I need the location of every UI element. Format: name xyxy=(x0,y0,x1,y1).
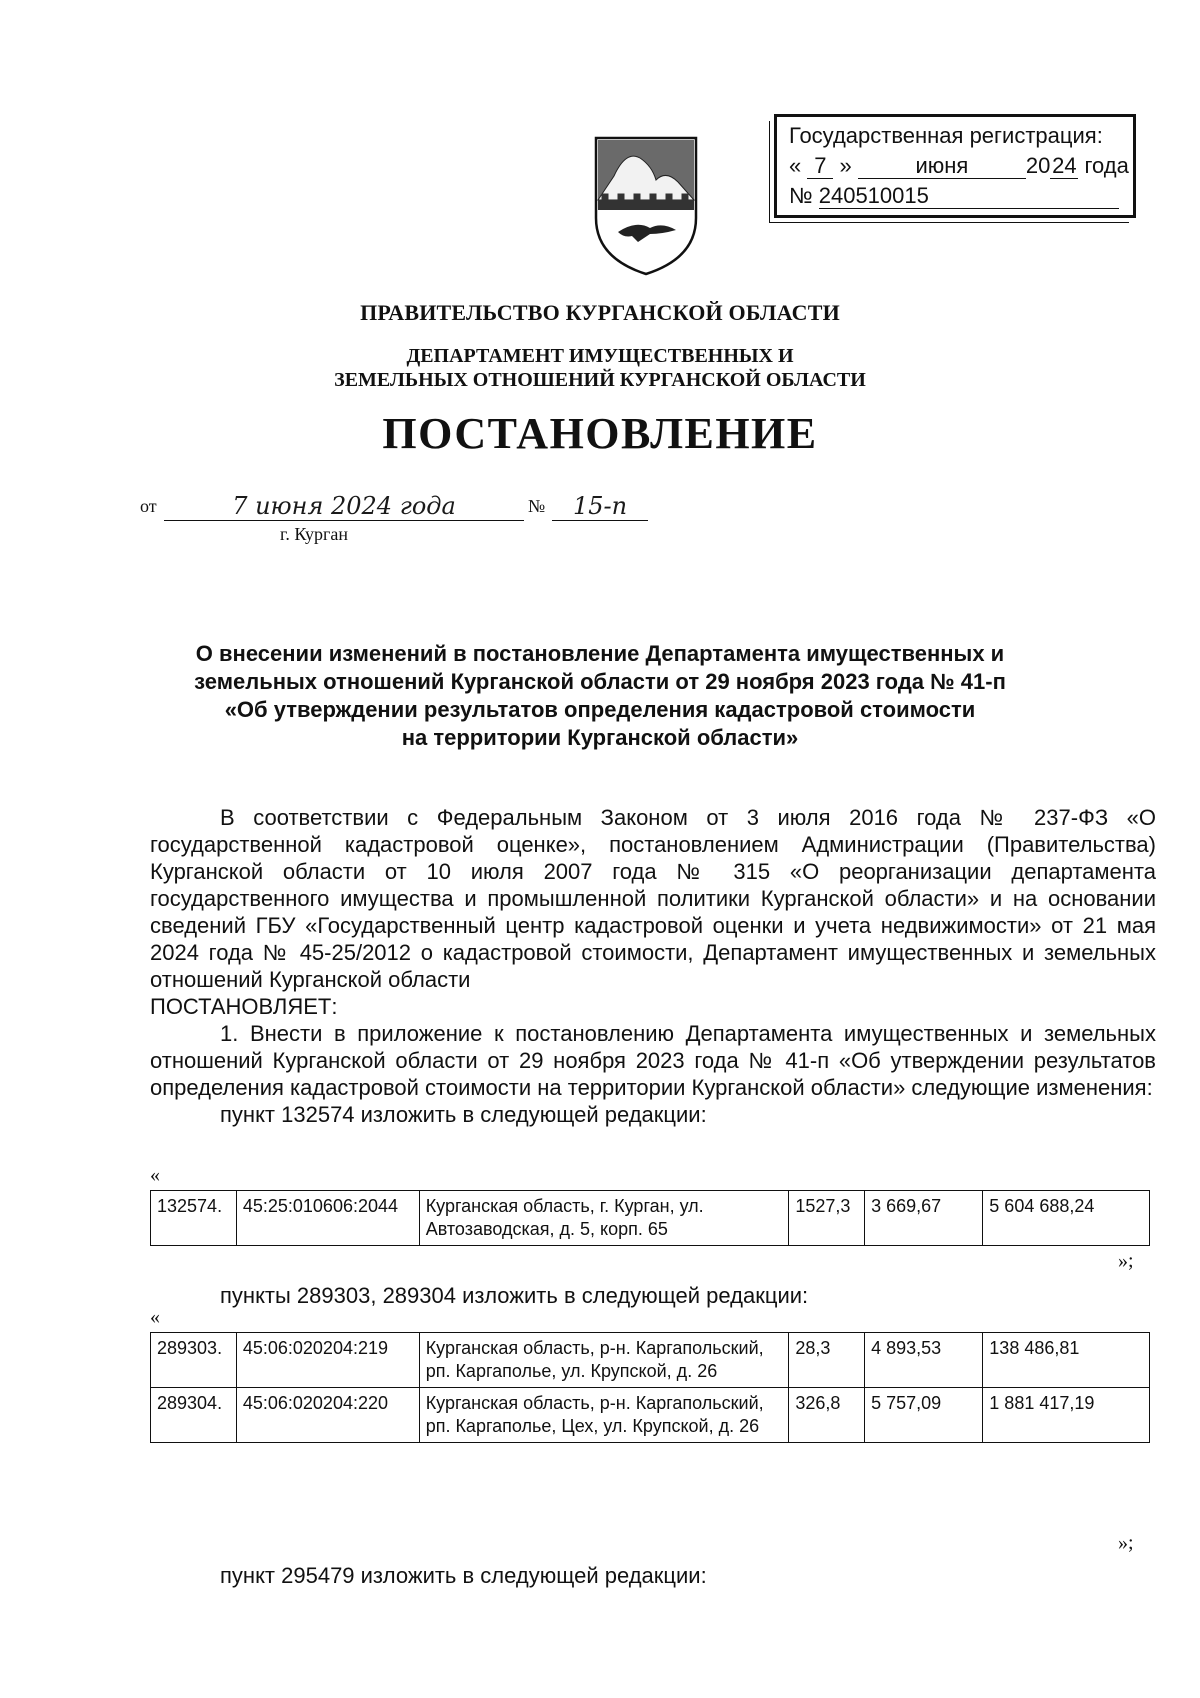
cell-value: 1 881 417,19 xyxy=(983,1388,1150,1443)
decree-date-field xyxy=(164,492,524,521)
table-row xyxy=(151,1388,1150,1443)
cell-cadastral: 45:06:020204:220 xyxy=(236,1388,419,1443)
cell-cadastral: 45:25:010606:2044 xyxy=(236,1191,419,1246)
registration-month: июня xyxy=(858,154,1026,179)
cell-area: 326,8 xyxy=(789,1388,865,1443)
cell-num: 132574. xyxy=(151,1191,237,1246)
preamble-paragraph: В соответствии с Федеральным Законом от 3 июля 2016 года № 237-ФЗ «О государственной кадастровой оценке», постановлением Администрации (Правительства) Курганской области от 10 июля 2007 года № 315 «О реорганизации департамента государственного имущества и промышленной политики Курганской области» и на основании сведений ГБУ «Государственный центр кадастровой оценки и учета недвижимости» от 21 мая 2024 года № 45-25/2012 о кадастровой стоимости, Департамент имущественных и земельных отношений Курганской области xyxy=(150,805,1156,992)
registration-stamp xyxy=(774,114,1136,218)
point-3-intro: пункт 295479 изложить в следующей редакции: xyxy=(220,1563,707,1588)
table-point-132574 xyxy=(150,1190,1150,1246)
table-points-289303-289304 xyxy=(150,1332,1150,1443)
decree-number-label: № xyxy=(528,496,546,516)
cell-area: 28,3 xyxy=(789,1333,865,1388)
point-1-intro: пункт 132574 изложить в следующей редакции: xyxy=(220,1102,707,1127)
cell-cadastral: 45:06:020204:219 xyxy=(236,1333,419,1388)
quote-close-1: »; xyxy=(1118,1250,1134,1272)
registration-date: « 7 » июня 2024 года xyxy=(789,153,1129,178)
document-type-title: ПОСТАНОВЛЕНИЕ xyxy=(382,409,818,458)
department-title-line2: ЗЕМЕЛЬНЫХ ОТНОШЕНИЙ КУРГАНСКОЙ ОБЛАСТИ xyxy=(334,369,866,391)
table-row xyxy=(151,1333,1150,1388)
cell-value: 138 486,81 xyxy=(983,1333,1150,1388)
table-row xyxy=(151,1191,1150,1246)
subject-line-1: О внесении изменений в постановление Департамента имущественных и xyxy=(195,641,1005,666)
subject-line-2: земельных отношений Курганской области от 29 ноября 2023 года № 41-п xyxy=(194,669,1006,694)
decree-word: ПОСТАНОВЛЯЕТ: xyxy=(150,994,338,1019)
cell-address: Курганская область, г. Курган, ул. Автозаводская, д. 5, корп. 65 xyxy=(419,1191,789,1246)
government-title: ПРАВИТЕЛЬСТВО КУРГАНСКОЙ ОБЛАСТИ xyxy=(360,300,840,325)
cell-num: 289304. xyxy=(151,1388,237,1443)
registration-year-prefix: 20 xyxy=(1025,153,1051,178)
quote-open-2: « xyxy=(150,1306,160,1328)
body-text xyxy=(150,804,1156,1128)
cell-specific: 5 757,09 xyxy=(865,1388,983,1443)
registration-title: Государственная регистрация: xyxy=(789,123,1103,148)
decree-number: 15-п xyxy=(572,492,628,520)
decree-number-field xyxy=(552,492,648,521)
cell-address: Курганская область, р-н. Каргапольский, рп. Каргаполье, ул. Крупской, д. 26 xyxy=(419,1333,789,1388)
body-point-3 xyxy=(150,1562,1156,1589)
department-title-line1: ДЕПАРТАМЕНТ ИМУЩЕСТВЕННЫХ И xyxy=(406,345,794,367)
coat-of-arms-emblem xyxy=(592,136,700,276)
quote-open-1: « xyxy=(150,1164,160,1186)
body-point-2 xyxy=(150,1282,1156,1309)
from-label: от xyxy=(140,496,157,516)
quote-close-2: »; xyxy=(1118,1532,1134,1554)
registration-number: 240510015 xyxy=(819,184,1119,209)
registration-number-line: № 240510015 xyxy=(789,183,1119,209)
cell-specific: 4 893,53 xyxy=(865,1333,983,1388)
cell-address: Курганская область, р-н. Каргапольский, рп. Каргаполье, Цех, ул. Крупской, д. 26 xyxy=(419,1388,789,1443)
cell-value: 5 604 688,24 xyxy=(983,1191,1150,1246)
city: г. Курган xyxy=(280,524,349,544)
cell-area: 1527,3 xyxy=(789,1191,865,1246)
cell-num: 289303. xyxy=(151,1333,237,1388)
point-2-intro: пункты 289303, 289304 изложить в следующей редакции: xyxy=(220,1283,809,1308)
registration-day: 7 xyxy=(807,154,833,179)
item-1-paragraph: 1. Внести в приложение к постановлению Департамента имущественных и земельных отношений Курганской области от 29 ноября 2023 года № 41-п «Об утверждении результатов определения кадастровой стоимости на территории Курганской области» следующие изменения: xyxy=(150,1021,1156,1100)
cell-specific: 3 669,67 xyxy=(865,1191,983,1246)
subject-line-4: на территории Курганской области» xyxy=(401,725,799,750)
decree-date: 7 июня 2024 года xyxy=(232,492,456,520)
subject-line-3: «Об утверждении результатов определения кадастровой стоимости xyxy=(224,697,976,722)
registration-year-suffix: 24 xyxy=(1052,153,1077,178)
